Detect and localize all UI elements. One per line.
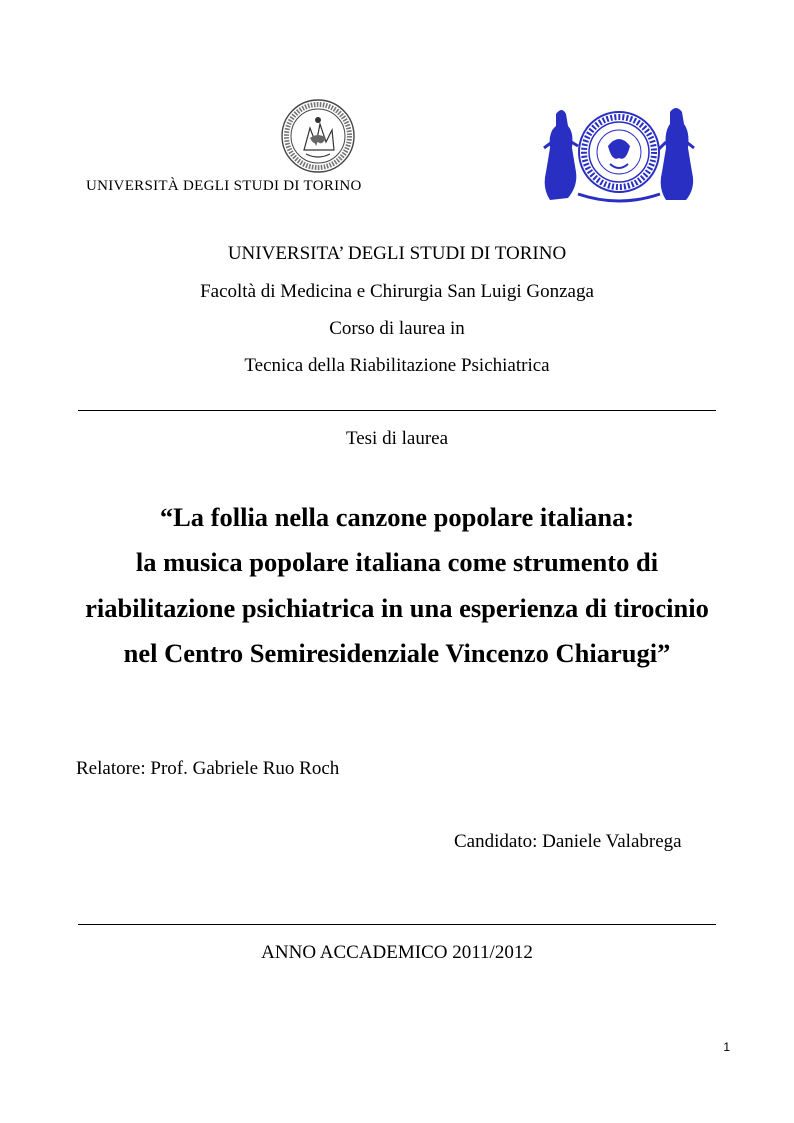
thesis-title-line-1: “La follia nella canzone popolare italiana: — [159, 502, 635, 532]
thesis-title-line-2: la musica popolare italiana come strumento di — [135, 547, 659, 577]
course-name: Tecnica della Riabilitazione Psichiatrica — [244, 355, 550, 376]
divider-bottom — [78, 924, 716, 925]
university-seal-icon — [280, 98, 356, 174]
candidate: Candidato: Daniele Valabrega — [454, 831, 682, 852]
university-logo-text: UNIVERSITÀ DEGLI STUDI DI TORINO — [86, 178, 362, 194]
divider-top — [78, 410, 716, 411]
faculty-name: Facoltà di Medicina e Chirurgia San Luigi Gonzaga — [200, 281, 594, 302]
thesis-type: Tesi di laurea — [345, 428, 449, 449]
course-intro: Corso di laurea in — [329, 318, 465, 339]
thesis-title-line-4: nel Centro Semiresidenziale Vincenzo Chiarugi” — [123, 638, 671, 668]
supervisor: Relatore: Prof. Gabriele Ruo Roch — [76, 758, 340, 779]
academic-year: ANNO ACCADEMICO 2011/2012 — [261, 942, 533, 963]
faculty-seal-icon — [538, 102, 700, 206]
page-number: 1 — [723, 1040, 730, 1054]
faculty-logo — [538, 102, 700, 206]
thesis-title-line-3: riabilitazione psichiatrica in una esperienza di tirocinio — [85, 593, 709, 623]
university-name: UNIVERSITA’ DEGLI STUDI DI TORINO — [227, 243, 567, 264]
university-logo — [86, 98, 386, 198]
